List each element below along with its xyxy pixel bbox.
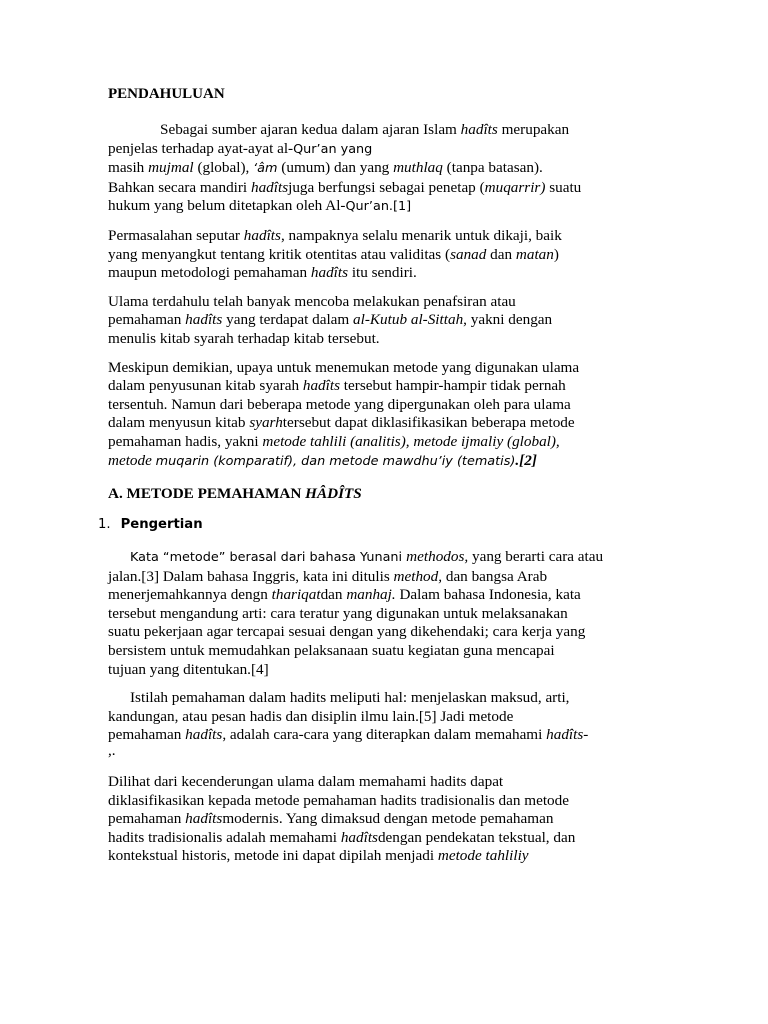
paragraph-methods: [108, 359, 668, 472]
text-italic: metode tahliliy: [437, 847, 529, 865]
text: (global),: [193, 159, 254, 177]
section-heading-italic: HÂDÎTS: [305, 485, 362, 503]
text: Permasalahan seputar: [108, 226, 244, 244]
text: menerjemahkannya dengn: [108, 586, 272, 604]
text-italic: metode: [108, 451, 156, 469]
text: pemahaman: [108, 810, 186, 828]
paragraph-definition: [108, 548, 668, 679]
text: , yakni dengan: [463, 311, 553, 329]
text-italic: syarh: [249, 414, 283, 432]
section-heading-text: A. METODE PEMAHAMAN: [108, 485, 306, 503]
text-italic: methodos,: [406, 548, 469, 566]
text: Bahkan secara mandiri: [108, 178, 251, 196]
text: suatu pekerjaan agar tercapai sesuai dengan yang dikehendaki; cara kerja yang: [108, 623, 586, 641]
text-italic: hadîts: [185, 311, 223, 329]
subsection-heading: [98, 517, 668, 532]
text: maupun metodologi pemahaman: [108, 264, 311, 282]
text-italic: manhaj.: [346, 586, 396, 604]
text: yang berarti cara atau: [468, 548, 604, 566]
text: dan: [320, 586, 347, 604]
text: Istilah pemahaman dalam hadits meliputi hal: menjelaskan maksud, arti,: [130, 689, 570, 707]
text: yang menyangkut tentang kritik otentitas atau validitas (: [108, 245, 451, 263]
text: Dilihat dari kecenderungan ulama dalam memahami hadits dapat: [108, 773, 504, 791]
text-italic: hadîts: [185, 726, 223, 744]
text: tujuan yang ditentukan.[4]: [108, 660, 269, 678]
text: Sebagai sumber ajaran kedua dalam ajaran Islam: [160, 121, 461, 138]
text-italic: muqarin (komparatif), dan metode mawdhu’iy (tematis): [155, 453, 516, 469]
text: tersebut hampir-hampir tidak pernah: [340, 377, 566, 395]
document-page: [98, 86, 668, 866]
text: Ulama terdahulu telah banyak mencoba melakukan penafsiran atau: [108, 292, 516, 310]
text: pemahaman: [108, 726, 186, 744]
text: , nampaknya selalu menarik untuk dikaji, baik: [280, 226, 562, 244]
paragraph-intro: [108, 121, 668, 217]
text: tersebut mengandung arti: cara teratur yang digunakan untuk melaksanakan: [108, 604, 568, 622]
text: jalan.[3] Dalam bahasa Inggris, kata ini ditulis: [108, 567, 394, 585]
text: kandungan, atau pesan hadis dan disiplin ilmu lain.[5] Jadi metode: [108, 707, 514, 725]
paragraph-classification: [108, 773, 668, 866]
text: pemahaman hadis, yakni: [108, 432, 263, 450]
text: (tanpa batasan).: [442, 159, 543, 177]
text-italic: hadîts: [302, 377, 340, 395]
text: menulis kitab syarah terhadap kitab tersebut.: [108, 329, 380, 347]
text: dalam menyusun kitab: [108, 414, 250, 432]
subsection-label: Pengertian: [120, 517, 203, 533]
text: masih: [108, 159, 149, 177]
text: diklasifikasikan kepada metode pemahaman hadits tradisionalis dan metode: [108, 791, 569, 809]
text-italic: method,: [393, 567, 443, 585]
text: dengan pendekatan tekstual, dan: [377, 828, 576, 846]
paragraph-istilah: [108, 689, 668, 760]
text: pemahaman: [108, 311, 186, 329]
text-italic: metode tahlili (analitis), metode ijmaliy (global),: [262, 432, 560, 450]
text: dalam penyusunan kitab syarah: [108, 377, 303, 395]
text: (umum) dan yang: [277, 159, 394, 177]
paragraph-problem: [108, 227, 668, 283]
footnote-link[interactable]: .[2]: [515, 451, 537, 469]
text: itu sendiri.: [348, 264, 417, 282]
footnote-link[interactable]: Qur’an.[1]: [345, 199, 412, 215]
text: dan bangsa Arab: [442, 567, 548, 585]
text: hadits tradisionalis adalah memahami: [108, 828, 341, 846]
subsection-number: 1.: [98, 517, 111, 533]
text: suatu: [545, 178, 582, 196]
text-italic: hadîts: [340, 828, 378, 846]
text-italic: al-Kutub al-Sittah: [353, 311, 464, 329]
text: ): [553, 245, 559, 263]
text-italic: thariqat: [271, 586, 321, 604]
text: modernis. Yang dimaksud dengan metode pemahaman: [222, 810, 554, 828]
text: ,.: [108, 742, 116, 760]
text: -: [583, 726, 589, 744]
paragraph-ulama: [108, 293, 668, 349]
text: kontekstual historis, metode ini dapat dipilah menjadi: [108, 847, 438, 865]
text-italic: muthlaq: [393, 159, 443, 177]
text-sans: Kata “metode” berasal dari bahasa Yunani: [130, 550, 407, 566]
text-italic: matan: [515, 245, 554, 263]
text-italic: hadîts: [243, 226, 281, 244]
text: juga berfungsi sebagai penetap (: [288, 178, 485, 196]
text-italic: hadîts: [310, 264, 349, 282]
text: yang terdapat dalam: [222, 311, 354, 329]
text: bersistem untuk memudahkan pelaksanaan suatu kegiatan guna mencapai: [108, 642, 555, 660]
text: penjelas terhadap ayat-ayat al-: [108, 139, 294, 157]
text-italic: ‘âm: [253, 161, 278, 177]
text-italic: hadîts: [185, 810, 223, 828]
text: merupakan: [497, 121, 570, 138]
text-italic: sanad: [450, 245, 487, 263]
text: hukum yang belum ditetapkan oleh Al-: [108, 197, 346, 215]
text: , adalah cara-cara yang diterapkan dalam memahami: [222, 726, 547, 744]
text-italic: muqarrir): [484, 178, 546, 196]
text: Meskipun demikian, upaya untuk menemukan metode yang digunakan ulama: [108, 358, 580, 376]
text: tersebut dapat diklasifikasikan beberapa metode: [282, 414, 575, 432]
section-heading: [108, 485, 668, 503]
text-italic: hadîts: [250, 178, 289, 196]
text: Dalam bahasa Indonesia, kata: [395, 586, 581, 604]
text-italic: hadîts: [546, 726, 584, 744]
page-title: PENDAHULUAN: [108, 86, 225, 102]
text-sans: Qur’an yang: [293, 141, 373, 157]
text-italic: hadîts: [460, 121, 498, 138]
text: dan: [486, 245, 516, 263]
text: tersentuh. Namun dari beberapa metode yang dipergunakan oleh para ulama: [108, 395, 571, 413]
text-italic: mujmal: [148, 159, 194, 177]
